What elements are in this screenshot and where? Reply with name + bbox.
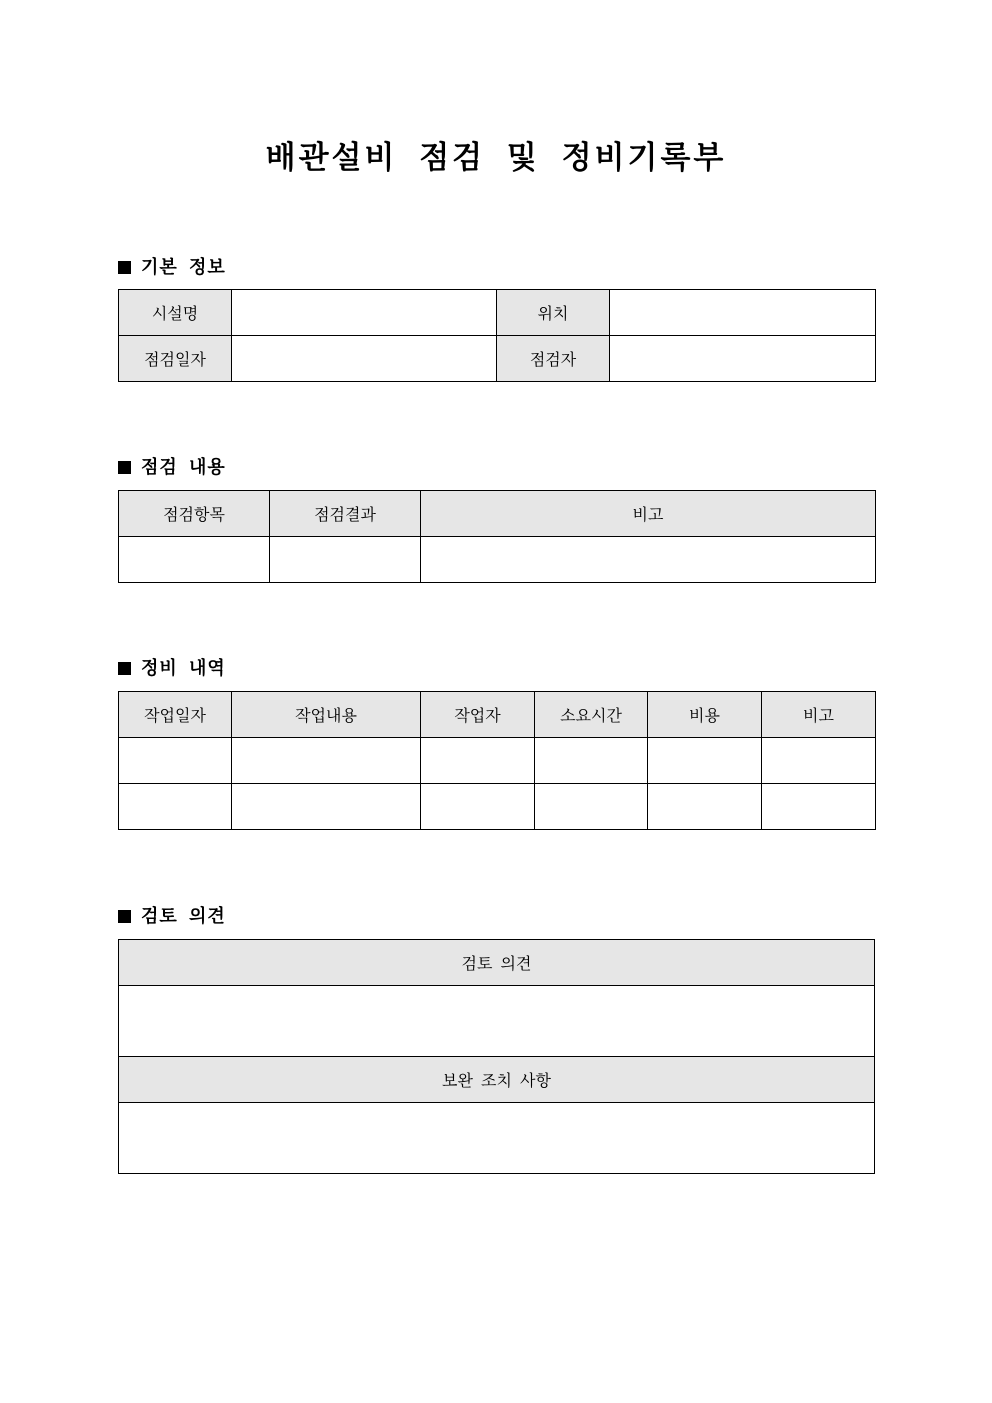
table-row bbox=[119, 290, 876, 336]
duration-cell[interactable] bbox=[535, 784, 648, 830]
note-cell[interactable] bbox=[762, 738, 876, 784]
cost-cell[interactable] bbox=[648, 784, 762, 830]
square-bullet-icon bbox=[118, 662, 131, 675]
column-header: 점검결과 bbox=[270, 491, 421, 537]
review-opinion-field[interactable] bbox=[119, 986, 875, 1057]
table-header-row bbox=[119, 1057, 875, 1103]
table-header-row bbox=[119, 940, 875, 986]
inspection-date-label: 점검일자 bbox=[119, 336, 232, 382]
inspection-date-field[interactable] bbox=[232, 336, 497, 382]
work-date-cell[interactable] bbox=[119, 784, 232, 830]
column-header: 소요시간 bbox=[535, 692, 648, 738]
worker-cell[interactable] bbox=[421, 784, 535, 830]
table-row bbox=[119, 784, 876, 830]
section-heading-label: 점검 내용 bbox=[141, 457, 226, 478]
inspection-note-cell[interactable] bbox=[421, 537, 876, 583]
review-opinion-label: 검토 의견 bbox=[119, 940, 875, 986]
facility-name-field[interactable] bbox=[232, 290, 497, 336]
column-header: 작업자 bbox=[421, 692, 535, 738]
basic-info-table bbox=[118, 289, 876, 382]
column-header: 비용 bbox=[648, 692, 762, 738]
inspection-item-cell[interactable] bbox=[119, 537, 270, 583]
section-heading-review bbox=[118, 902, 226, 928]
inspector-field[interactable] bbox=[610, 336, 876, 382]
duration-cell[interactable] bbox=[535, 738, 648, 784]
section-heading-basic-info bbox=[118, 253, 226, 279]
cost-cell[interactable] bbox=[648, 738, 762, 784]
table-header-row bbox=[119, 491, 876, 537]
review-table bbox=[118, 939, 875, 1174]
location-label: 위치 bbox=[497, 290, 610, 336]
location-field[interactable] bbox=[610, 290, 876, 336]
inspection-result-cell[interactable] bbox=[270, 537, 421, 583]
worker-cell[interactable] bbox=[421, 738, 535, 784]
work-content-cell[interactable] bbox=[232, 784, 421, 830]
square-bullet-icon bbox=[118, 910, 131, 923]
corrective-action-label: 보완 조치 사항 bbox=[119, 1057, 875, 1103]
work-content-cell[interactable] bbox=[232, 738, 421, 784]
maintenance-table bbox=[118, 691, 876, 830]
inspector-label: 점검자 bbox=[497, 336, 610, 382]
page-title: 배관설비 점검 및 정비기록부 bbox=[265, 140, 727, 176]
section-heading-inspection bbox=[118, 453, 226, 479]
column-header: 비고 bbox=[762, 692, 876, 738]
table-row bbox=[119, 336, 876, 382]
table-header-row bbox=[119, 692, 876, 738]
work-date-cell[interactable] bbox=[119, 738, 232, 784]
inspection-table bbox=[118, 490, 876, 583]
corrective-action-field[interactable] bbox=[119, 1103, 875, 1174]
table-row bbox=[119, 986, 875, 1057]
section-heading-maintenance bbox=[118, 654, 226, 680]
table-row bbox=[119, 1103, 875, 1174]
column-header: 비고 bbox=[421, 491, 876, 537]
section-heading-label: 정비 내역 bbox=[141, 658, 226, 679]
square-bullet-icon bbox=[118, 461, 131, 474]
section-heading-label: 검토 의견 bbox=[141, 906, 226, 927]
table-row bbox=[119, 738, 876, 784]
table-row bbox=[119, 537, 876, 583]
column-header: 작업내용 bbox=[232, 692, 421, 738]
facility-name-label: 시설명 bbox=[119, 290, 232, 336]
column-header: 점검항목 bbox=[119, 491, 270, 537]
section-heading-label: 기본 정보 bbox=[141, 257, 226, 278]
note-cell[interactable] bbox=[762, 784, 876, 830]
column-header: 작업일자 bbox=[119, 692, 232, 738]
square-bullet-icon bbox=[118, 261, 131, 274]
